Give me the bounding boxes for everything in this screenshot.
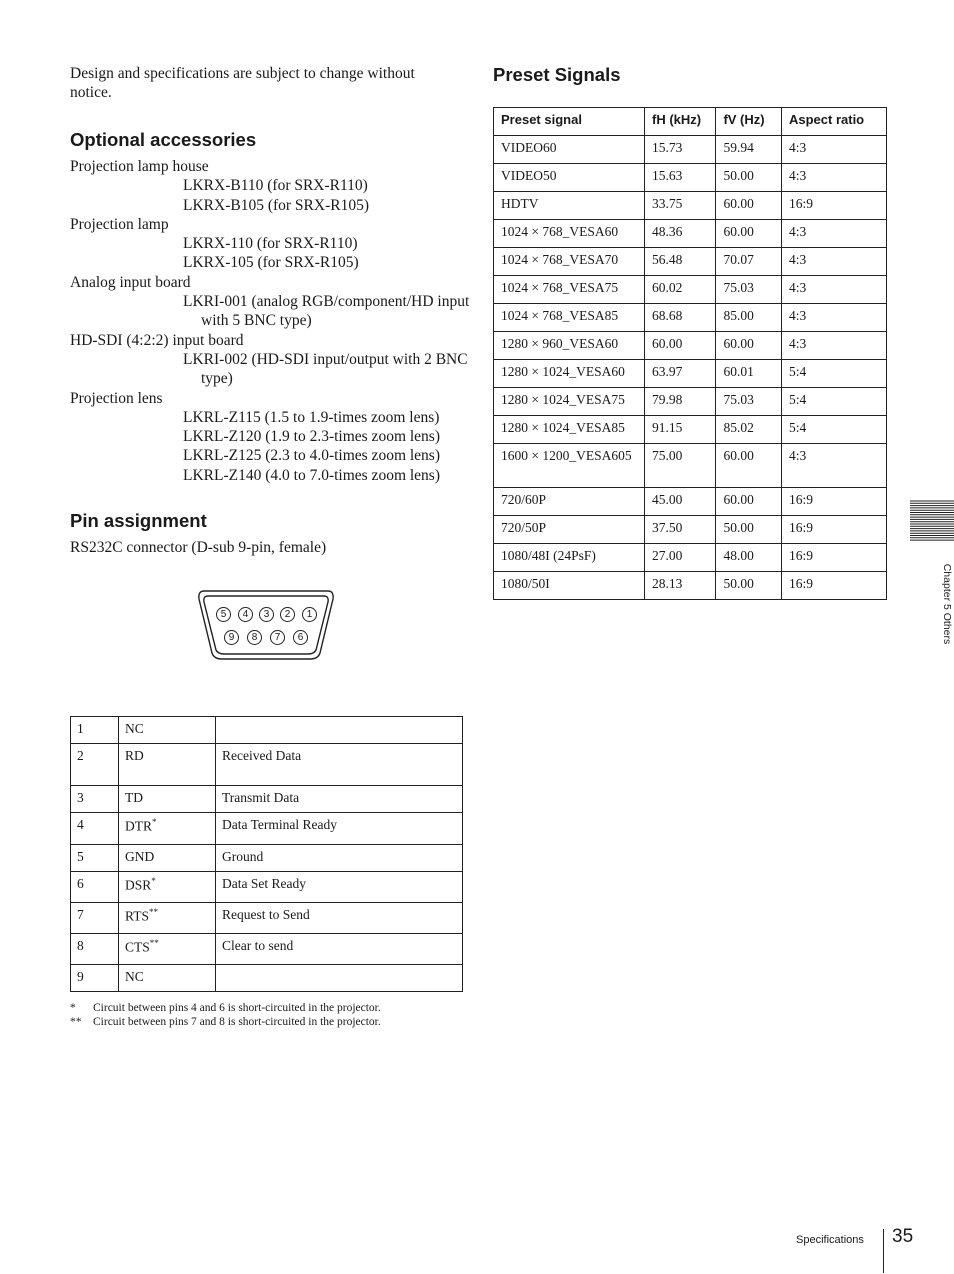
connector-pin-number: 2 <box>280 607 295 622</box>
table-row <box>494 164 887 192</box>
pin-signal-cell <box>119 744 216 786</box>
pin-number-cell: 2 <box>71 744 119 786</box>
connector-pin-number: 7 <box>270 630 285 645</box>
table-cell: 4:3 <box>781 444 886 488</box>
table-row <box>494 220 887 248</box>
chapter-tab-marker <box>910 500 954 542</box>
accessory-category: Analog input board <box>70 273 191 291</box>
accessory-model: LKRX-B110 (for SRX-R110) <box>183 177 368 195</box>
table-cell: VIDEO50 <box>494 164 645 192</box>
pin-description-cell <box>216 717 463 744</box>
pin-number-cell: 1 <box>71 717 119 744</box>
table-cell: 1280 × 1024_VESA75 <box>494 388 645 416</box>
table-cell: 1024 × 768_VESA60 <box>494 220 645 248</box>
table-cell: 1080/48I (24PsF) <box>494 544 645 572</box>
chapter-label: Chapter 5 Others <box>941 563 953 645</box>
table-cell: HDTV <box>494 192 645 220</box>
accessory-model: LKRX-B105 (for SRX-R105) <box>183 196 369 214</box>
pin-signal: TD <box>125 790 143 805</box>
table-cell: 1280 × 1024_VESA85 <box>494 416 645 444</box>
table-row <box>494 444 887 488</box>
footer-section: Specifications <box>796 1234 864 1246</box>
connector-pin-number: 8 <box>247 630 262 645</box>
table-row <box>71 786 463 813</box>
table-row <box>71 717 463 744</box>
connector-pin-number: 6 <box>293 630 308 645</box>
table-row <box>494 332 887 360</box>
footnote-text: Circuit between pins 7 and 8 is short-circuited in the projector. <box>93 1016 381 1028</box>
pin-signal: RTS <box>125 908 149 924</box>
table-cell: 60.00 <box>716 488 782 516</box>
table-cell: 16:9 <box>781 192 886 220</box>
accessory-model: LKRL-Z140 (4.0 to 7.0-times zoom lens) <box>183 466 440 484</box>
pin-signal-cell <box>119 717 216 744</box>
preset-signals-table <box>493 107 887 600</box>
table-cell: 45.00 <box>644 488 715 516</box>
pin-signal-cell <box>119 903 216 934</box>
pin-description-cell: Received Data <box>216 744 463 786</box>
table-cell: 4:3 <box>781 248 886 276</box>
connector-pin-number: 5 <box>216 607 231 622</box>
table-cell: 4:3 <box>781 164 886 192</box>
table-cell: 15.63 <box>644 164 715 192</box>
pin-description-cell: Data Terminal Ready <box>216 813 463 845</box>
column-header: fV (Hz) <box>716 108 782 136</box>
table-cell: 75.00 <box>644 444 715 488</box>
table-cell: 85.02 <box>716 416 782 444</box>
table-row <box>71 903 463 934</box>
footnote-mark: ** <box>149 938 159 948</box>
table-cell: 48.36 <box>644 220 715 248</box>
table-cell: 50.00 <box>716 572 782 600</box>
pin-number-cell: 3 <box>71 786 119 813</box>
table-cell: 5:4 <box>781 416 886 444</box>
page-number: 35 <box>892 1226 914 1247</box>
table-cell: 4:3 <box>781 304 886 332</box>
pin-description-cell: Ground <box>216 845 463 872</box>
table-cell: 60.00 <box>644 332 715 360</box>
accessory-model: LKRL-Z120 (1.9 to 2.3-times zoom lens) <box>183 428 440 446</box>
table-row <box>494 360 887 388</box>
db9-connector-diagram <box>196 587 336 661</box>
accessories-list <box>70 157 470 485</box>
table-cell: 75.03 <box>716 276 782 304</box>
table-cell: 37.50 <box>644 516 715 544</box>
table-cell: 63.97 <box>644 360 715 388</box>
pin-number-cell: 8 <box>71 934 119 965</box>
accessory-model: LKRL-Z115 (1.5 to 1.9-times zoom lens) <box>183 408 440 426</box>
table-cell: 60.00 <box>716 220 782 248</box>
footnote-mark: * <box>151 876 156 886</box>
table-cell: 60.00 <box>716 192 782 220</box>
table-row <box>71 934 463 965</box>
pin-number-cell: 7 <box>71 903 119 934</box>
table-cell: 68.68 <box>644 304 715 332</box>
accessory-category: Projection lens <box>70 389 163 407</box>
table-cell: 1024 × 768_VESA85 <box>494 304 645 332</box>
table-cell: 720/50P <box>494 516 645 544</box>
table-row <box>494 192 887 220</box>
table-cell: 1024 × 768_VESA70 <box>494 248 645 276</box>
pin-signal: DTR <box>125 818 152 834</box>
connector-pin-number: 4 <box>238 607 253 622</box>
db9-connector-outline <box>196 587 336 661</box>
pin-description-cell: Request to Send <box>216 903 463 934</box>
table-cell: 70.07 <box>716 248 782 276</box>
table-cell: 56.48 <box>644 248 715 276</box>
table-row <box>494 416 887 444</box>
preset-signals-heading: Preset Signals <box>493 64 621 85</box>
footnote-mark: ** <box>70 1016 82 1028</box>
table-row <box>71 744 463 786</box>
table-row <box>494 248 887 276</box>
pin-signal-cell <box>119 786 216 813</box>
pin-signal-cell <box>119 813 216 845</box>
table-row <box>494 488 887 516</box>
table-row <box>71 845 463 872</box>
table-cell: 16:9 <box>781 516 886 544</box>
pin-signal-cell <box>119 965 216 992</box>
table-cell: VIDEO60 <box>494 136 645 164</box>
table-row <box>71 872 463 903</box>
table-cell: 60.01 <box>716 360 782 388</box>
table-cell: 59.94 <box>716 136 782 164</box>
connector-pin-number: 1 <box>302 607 317 622</box>
footnote <box>70 1001 381 1015</box>
pin-number-cell: 5 <box>71 845 119 872</box>
pin-description-cell: Transmit Data <box>216 786 463 813</box>
pin-assignment-table <box>70 716 463 992</box>
accessory-model: LKRI-001 (analog RGB/component/HD input with 5 BNC type) <box>183 293 470 330</box>
column-header: Preset signal <box>494 108 645 136</box>
table-row <box>71 813 463 845</box>
table-cell: 16:9 <box>781 544 886 572</box>
table-cell: 91.15 <box>644 416 715 444</box>
table-row <box>494 136 887 164</box>
connector-pin-number: 9 <box>224 630 239 645</box>
column-header: fH (kHz) <box>644 108 715 136</box>
table-cell: 720/60P <box>494 488 645 516</box>
table-cell: 79.98 <box>644 388 715 416</box>
table-cell: 1080/50I <box>494 572 645 600</box>
table-cell: 4:3 <box>781 276 886 304</box>
pin-signal-cell <box>119 934 216 965</box>
table-cell: 16:9 <box>781 488 886 516</box>
table-cell: 33.75 <box>644 192 715 220</box>
table-cell: 75.03 <box>716 388 782 416</box>
pin-signal-cell <box>119 872 216 903</box>
pin-signal: NC <box>125 969 144 984</box>
table-cell: 60.00 <box>716 332 782 360</box>
footnote-mark: * <box>70 1002 76 1014</box>
pin-signal-cell <box>119 845 216 872</box>
table-cell: 1280 × 960_VESA60 <box>494 332 645 360</box>
footnote-mark: ** <box>148 907 158 917</box>
connector-pin-number: 3 <box>259 607 274 622</box>
table-cell: 4:3 <box>781 220 886 248</box>
table-cell: 60.00 <box>716 444 782 488</box>
table-cell: 1280 × 1024_VESA60 <box>494 360 645 388</box>
table-cell: 28.13 <box>644 572 715 600</box>
pin-description-cell: Clear to send <box>216 934 463 965</box>
intro-text: Design and specifications are subject to change without notice. <box>70 65 415 101</box>
accessory-category: HD-SDI (4:2:2) input board <box>70 331 244 349</box>
table-cell: 4:3 <box>781 332 886 360</box>
accessory-category: Projection lamp house <box>70 158 209 175</box>
pin-signal: RD <box>125 748 144 763</box>
pin-number-cell: 4 <box>71 813 119 845</box>
pin-assignment-heading: Pin assignment <box>70 510 207 531</box>
pin-signal: NC <box>125 721 144 736</box>
table-cell: 5:4 <box>781 360 886 388</box>
footer-divider <box>883 1229 884 1273</box>
footnote <box>70 1015 381 1029</box>
table-cell: 15.73 <box>644 136 715 164</box>
table-row <box>494 516 887 544</box>
accessory-model: LKRI-002 (HD-SDI input/output with 2 BNC type) <box>183 350 468 388</box>
pin-number-cell: 9 <box>71 965 119 992</box>
accessory-model: LKRL-Z125 (2.3 to 4.0-times zoom lens) <box>183 447 440 465</box>
footnote-text: Circuit between pins 4 and 6 is short-circuited in the projector. <box>93 1002 381 1014</box>
pin-signal: GND <box>125 849 155 864</box>
pin-signal: DSR <box>125 877 152 893</box>
table-row <box>71 965 463 992</box>
optional-accessories-heading: Optional accessories <box>70 129 257 150</box>
table-cell: 16:9 <box>781 572 886 600</box>
table-cell: 50.00 <box>716 164 782 192</box>
table-cell: 5:4 <box>781 388 886 416</box>
table-row <box>494 544 887 572</box>
column-header: Aspect ratio <box>781 108 886 136</box>
pin-notes <box>70 1001 381 1029</box>
table-row <box>494 304 887 332</box>
pin-description-cell: Data Set Ready <box>216 872 463 903</box>
accessory-category: Projection lamp <box>70 215 169 233</box>
pin-number-cell: 6 <box>71 872 119 903</box>
table-cell: 1600 × 1200_VESA605 <box>494 444 645 488</box>
footnote-mark: * <box>152 817 157 827</box>
table-cell: 1024 × 768_VESA75 <box>494 276 645 304</box>
table-cell: 50.00 <box>716 516 782 544</box>
connector-description: RS232C connector (D-sub 9-pin, female) <box>70 539 327 556</box>
accessory-model: LKRX-105 (for SRX-R105) <box>183 254 359 272</box>
pin-signal: CTS <box>125 939 150 955</box>
accessory-model: LKRX-110 (for SRX-R110) <box>183 235 358 253</box>
table-cell: 60.02 <box>644 276 715 304</box>
table-cell: 85.00 <box>716 304 782 332</box>
table-cell: 48.00 <box>716 544 782 572</box>
table-cell: 4:3 <box>781 136 886 164</box>
pin-description-cell <box>216 965 463 992</box>
table-row <box>494 388 887 416</box>
table-row <box>494 276 887 304</box>
table-row <box>494 572 887 600</box>
table-cell: 27.00 <box>644 544 715 572</box>
